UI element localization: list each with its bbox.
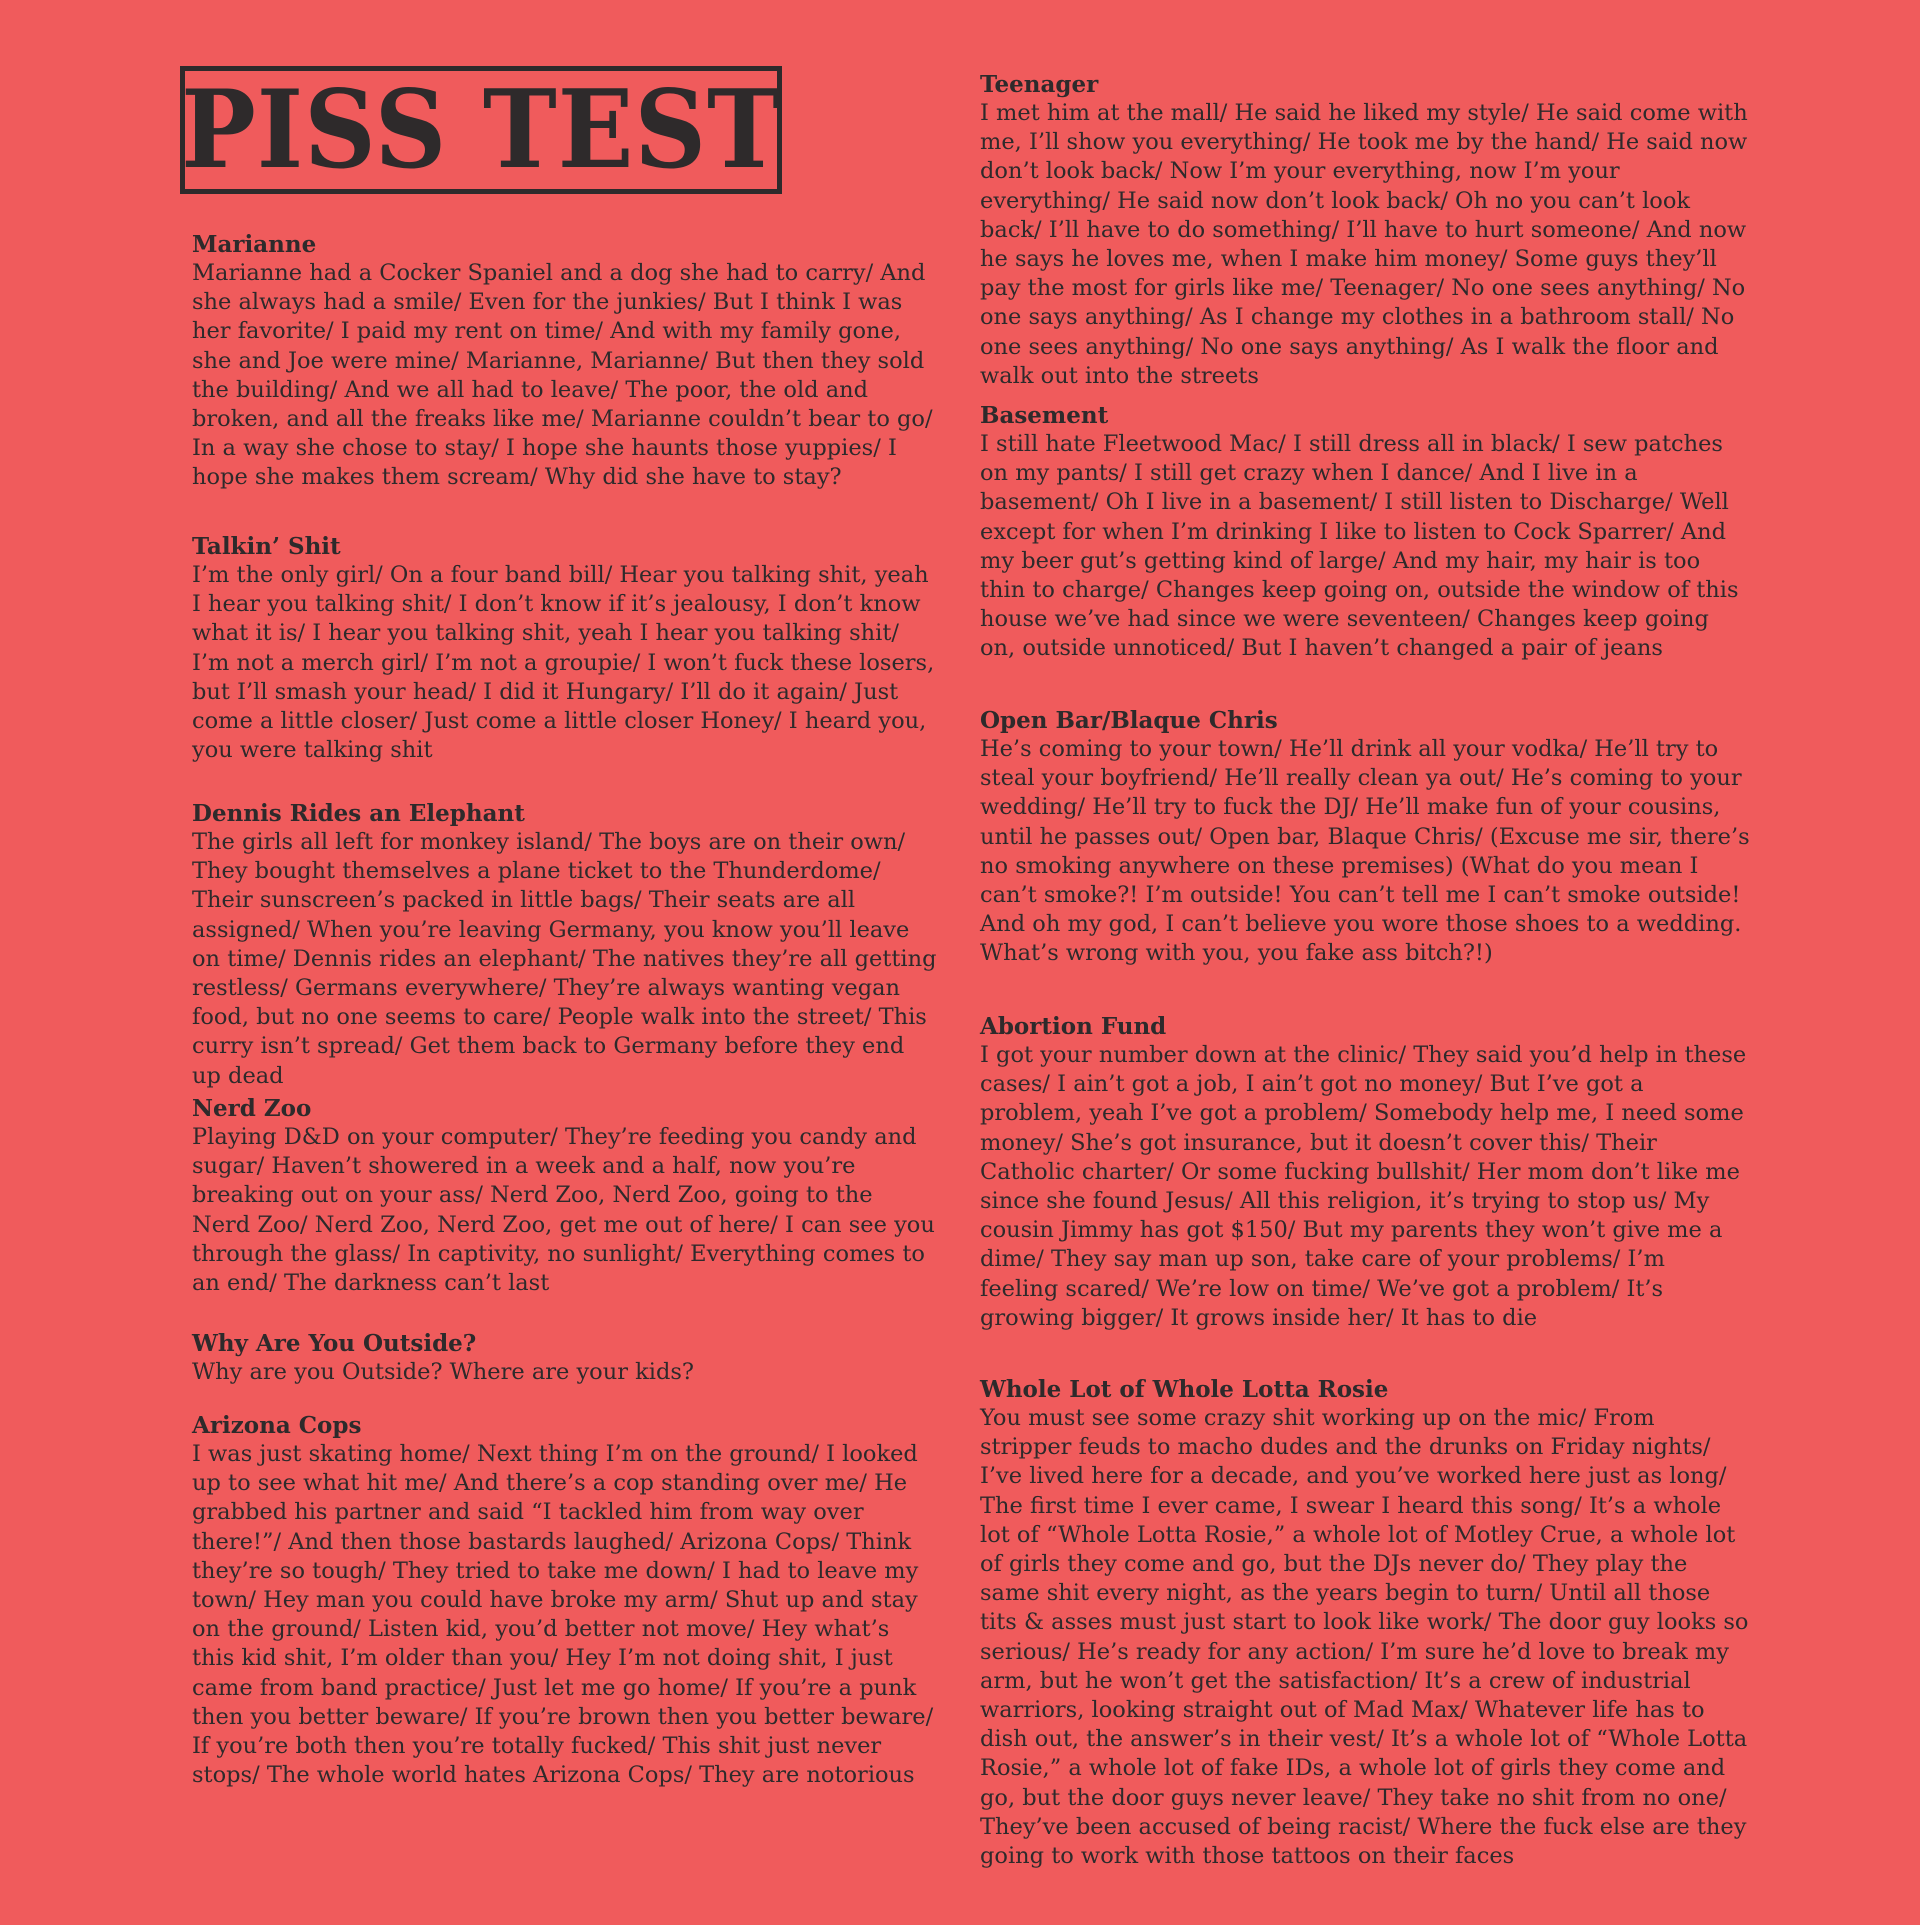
song-title: Open Bar/Blaque Chris bbox=[980, 707, 1278, 734]
song-arizona-cops bbox=[192, 1411, 937, 1790]
song-title: Why Are You Outside? bbox=[192, 1330, 477, 1357]
album-title-box bbox=[180, 66, 782, 194]
song-title: Teenager bbox=[980, 71, 1099, 98]
song-lyrics: I got your number down at the clinic/ They said you’d help in these cases/ I ain’t got a job, I ain’t got no money/ But I’ve got a problem, yeah I’ve got a problem/ Somebody help me, I need some money/ She’s got insurance, but it doesn’t cover this/ Their Catholic charter/ Or some fucking bullshit/ Her mom don’t like me since she found Jesus/ All this religion, it’s trying to stop us/ My cousin Jimmy has got $150/ But my parents they won’t give me a dime/ They say man up son, take care of your problems/ I’m feeling scared/ We’re low on time/ We’ve got a problem/ It’s growing bigger/ It grows inside her/ It has to die bbox=[980, 1042, 1747, 1331]
song-title: Nerd Zoo bbox=[192, 1095, 312, 1122]
album-title: PISS TEST bbox=[180, 67, 782, 193]
song-lyrics: Playing D&D on your computer/ They’re feeding you candy and sugar/ Haven’t showered in a week and a half, now you’re breaking out on your ass/ Nerd Zoo, Nerd Zoo, going to the Nerd Zoo/ Nerd Zoo, Nerd Zoo, get me out of here/ I can see you through the glass/ In captivity, no sunlight/ Everything comes to an end/ The darkness can’t last bbox=[192, 1124, 935, 1297]
song-lyrics: You must see some crazy shit working up on the mic/ From stripper feuds to macho dudes and the drunks on Friday nights/ I’ve lived here for a decade, and you’ve worked here just as long/ The first time I ever came, I swear I heard this song/ It’s a whole lot of “Whole Lotta Rosie,” a whole lot of Motley Crue, a whole lot of girls they come and go, but the DJs never do/ They play the same shit every night, as the years begin to turn/ Until all those tits & asses must just start to look like work/ The door guy looks so serious/ He’s ready for any action/ I’m sure he’d love to break my arm, but he won’t get the satisfaction/ It’s a crew of industrial warriors, looking straight out of Mad Max/ Whatever life has to dish out, the answer’s in their vest/ It’s a whole lot of “Whole Lotta Rosie,” a whole lot of fake IDs, a whole lot of girls they come and go, but the door guys never leave/ They take no shit from no one/ They’ve been accused of being racist/ Where the fuck else are they going to work with those tattoos on their faces bbox=[980, 1405, 1749, 1870]
song-basement bbox=[980, 401, 1750, 664]
song-marianne bbox=[192, 230, 937, 493]
song-lyrics: He’s coming to your town/ He’ll drink all your vodka/ He’ll try to steal your boyfriend/ He’ll really clean ya out/ He’s coming to your wedding/ He’ll try to fuck the DJ/ He’ll make fun of your cousins, until he passes out/ Open bar, Blaque Chris/ (Excuse me sir, there’s no smoking anywhere on these premises) (What do you mean I can’t smoke?! I’m outside! You can’t tell me I can’t smoke outside! And oh my god, I can’t believe you wore those shoes to a wedding. What’s wrong with you, you fake ass bitch?!) bbox=[980, 736, 1750, 967]
song-lyrics: I met him at the mall/ He said he liked my style/ He said come with me, I’ll show you everything/ He took me by the hand/ He said now don’t look back/ Now I’m your everything, now I’m your everything/ He said now don’t look back/ Oh no you can’t look back/ I’ll have to do something/ I’ll have to hurt someone/ And now he says he loves me, when I make him money/ Some guys they’ll pay the most for girls like me/ Teenager/ No one sees anything/ No one says anything/ As I change my clothes in a bathroom stall/ No one sees anything/ No one says anything/ As I walk the floor and walk out into the streets bbox=[980, 100, 1748, 389]
song-title: Whole Lot of Whole Lotta Rosie bbox=[980, 1376, 1389, 1403]
song-open-bar-blaque-chris bbox=[980, 706, 1750, 969]
song-title: Talkin’ Shit bbox=[192, 533, 341, 560]
song-title: Abortion Fund bbox=[980, 1013, 1167, 1040]
song-abortion-fund bbox=[980, 1012, 1750, 1333]
song-title: Basement bbox=[980, 402, 1109, 429]
song-teenager bbox=[980, 70, 1750, 391]
song-title: Dennis Rides an Elephant bbox=[192, 800, 525, 827]
song-lyrics: I still hate Fleetwood Mac/ I still dress all in black/ I sew patches on my pants/ I still get crazy when I dance/ And I live in a basement/ Oh I live in a basement/ I still listen to Discharge/ Well except for when I’m drinking I like to listen to Cock Sparrer/ And my beer gut’s getting kind of large/ And my hair, my hair is too thin to charge/ Changes keep going on, outside the window of this house we’ve had since we were seventeen/ Changes keep going on, outside unnoticed/ But I haven’t changed a pair of jeans bbox=[980, 431, 1739, 662]
song-lyrics: Marianne had a Cocker Spaniel and a dog she had to carry/ And she always had a smile/ Even for the junkies/ But I think I was her favorite/ I paid my rent on time/ And with my family gone, she and Joe were mine/ Marianne, Marianne/ But then they sold the building/ And we all had to leave/ The poor, the old and broken, and all the freaks like me/ Marianne couldn’t bear to go/ In a way she chose to stay/ I hope she haunts those yuppies/ I hope she makes them scream/ Why did she have to stay? bbox=[192, 260, 933, 491]
song-talkin-shit bbox=[192, 532, 937, 765]
song-title: Marianne bbox=[192, 231, 317, 258]
song-dennis-rides-an-elephant bbox=[192, 799, 937, 1091]
song-lyrics: I was just skating home/ Next thing I’m on the ground/ I looked up to see what hit me/ And there’s a cop standing over me/ He grabbed his partner and said “I tackled him from way over there!”/ And then those bastards laughed/ Arizona Cops/ Think they’re so tough/ They tried to take me down/ I had to leave my town/ Hey man you could have broke my arm/ Shut up and stay on the ground/ Listen kid, you’d better not move/ Hey what’s this kid shit, I’m older than you/ Hey I’m not doing shit, I just came from band practice/ Just let me go home/ If you’re a punk then you better beware/ If you’re brown then you better beware/ If you’re both then you’re totally fucked/ This shit just never stops/ The whole world hates Arizona Cops/ They are notorious bbox=[192, 1441, 934, 1789]
song-nerd-zoo bbox=[192, 1094, 937, 1298]
song-lyrics: The girls all left for monkey island/ The boys are on their own/ They bought themselves a plane ticket to the Thunderdome/ Their sunscreen’s packed in little bags/ Their seats are all assigned/ When you’re leaving Germany, you know you’ll leave on time/ Dennis rides an elephant/ The natives they’re all getting restless/ Germans everywhere/ They’re always wanting vegan food, but no one seems to care/ People walk into the street/ This curry isn’t spread/ Get them back to Germany before they end up dead bbox=[192, 829, 937, 1089]
song-lyrics: I’m the only girl/ On a four band bill/ Hear you talking shit, yeah I hear you talking shit/ I don’t know if it’s jealousy, I don’t know what it is/ I hear you talking shit, yeah I hear you talking shit/ I’m not a merch girl/ I’m not a groupie/ I won’t fuck these losers, but I’ll smash your head/ I did it Hungary/ I’ll do it again/ Just come a little closer/ Just come a little closer Honey/ I heard you, you were talking shit bbox=[192, 562, 935, 764]
song-lyrics: Why are you Outside? Where are your kids? bbox=[192, 1359, 694, 1385]
song-why-are-you-outside bbox=[192, 1329, 937, 1387]
song-title: Arizona Cops bbox=[192, 1412, 362, 1439]
song-whole-lot-of-whole-lotta-rosie bbox=[980, 1375, 1750, 1871]
